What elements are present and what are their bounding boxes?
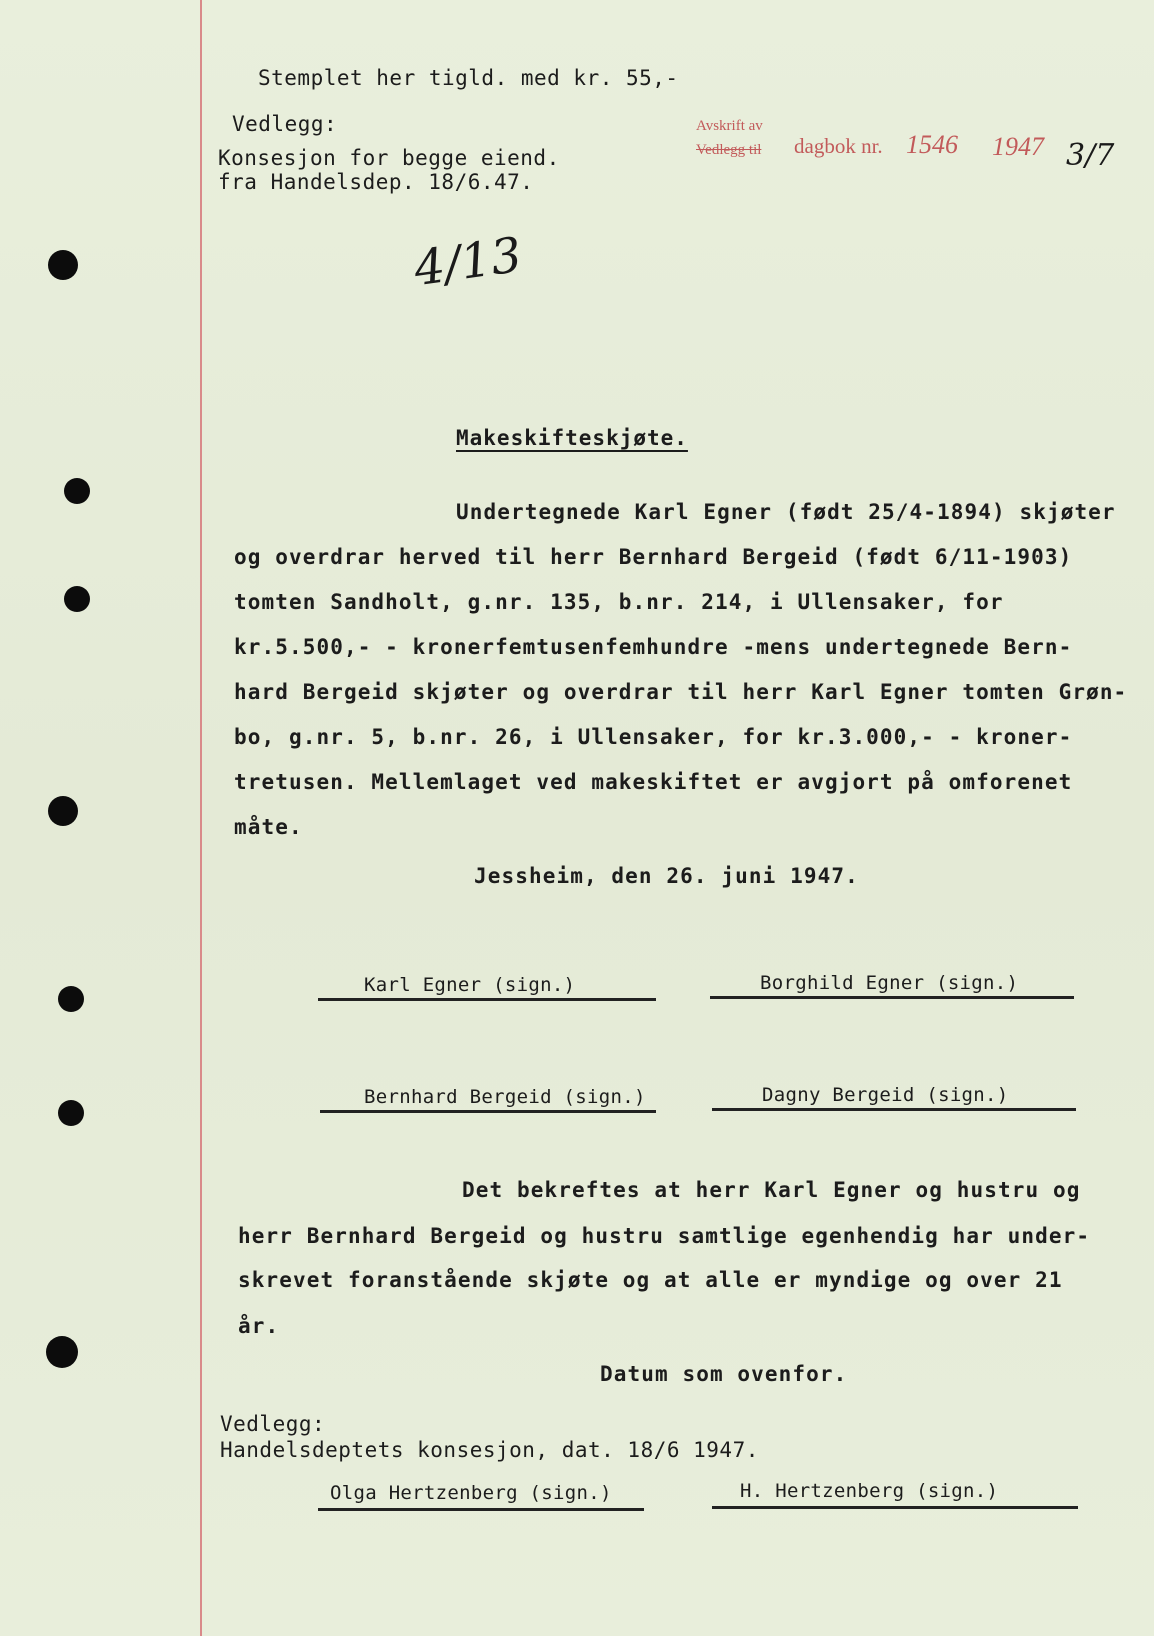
punch-hole [64,478,90,504]
stamp-year: 1947 [992,132,1044,161]
margin-rule [200,0,202,1636]
witness-line [712,1506,1078,1509]
body-line-2: og overdrar herved til herr Bernhard Bergeid (født 6/11-1903) [234,545,1073,569]
punch-hole [46,1336,78,1368]
punch-hole [48,250,78,280]
stamp-duty-line: Stemplet her tigld. med kr. 55,- [258,66,679,90]
body-line-3: tomten Sandholt, g.nr. 135, b.nr. 214, i Ullensaker, for [234,590,1004,614]
body-line-7: tretusen. Mellemlaget ved makeskiftet er avgjort på omforenet [234,770,1073,794]
punch-hole [48,796,78,826]
signature-karl-egner: Karl Egner (sign.) [364,974,576,996]
witness-olga-hertzenberg: Olga Hertzenberg (sign.) [330,1482,612,1504]
footer-attachment-text: Handelsdeptets konsesjon, dat. 18/6 1947. [220,1438,759,1462]
attachment-line-1: Konsesjon for begge eiend. [218,146,560,170]
body-line-1: Undertegnede Karl Egner (født 25/4-1894) skjøter [456,500,1116,524]
punch-hole [64,586,90,612]
witness-h-hertzenberg: H. Hertzenberg (sign.) [740,1480,999,1502]
place-date: Jessheim, den 26. juni 1947. [474,864,859,888]
confirmation-line-3: skrevet foranstående skjøte og at alle er myndige og over 21 [238,1268,1063,1292]
punch-hole [58,986,84,1012]
confirmation-line-2: herr Bernhard Bergeid og hustru samtlige egenhendig har under- [238,1224,1091,1248]
signature-line [712,1108,1076,1111]
handwritten-initials: 4/13 [410,226,526,298]
body-line-4: kr.5.500,- - kronerfemtusenfemhundre -mens undertegnede Bern- [234,635,1073,659]
signature-line [710,996,1074,999]
attachment-line-2: fra Handelsdep. 18/6.47. [218,170,534,194]
signature-line [320,1110,656,1113]
stamp-dagbok-label: dagbok nr. [794,134,883,158]
signature-dagny-bergeid: Dagny Bergeid (sign.) [762,1084,1009,1106]
punch-hole [58,1100,84,1126]
handwritten-date-note: 3/7 [1066,138,1115,173]
witness-line [318,1508,644,1511]
document-title: Makeskifteskjøte. [456,426,688,450]
footer-attachment-label: Vedlegg: [220,1412,326,1436]
stamp-dagbok-number: 1546 [906,130,958,159]
confirmation-line-1: Det bekreftes at herr Karl Egner og hustru og [462,1178,1081,1202]
stamp-prefix-top: Avskrift av [696,118,763,134]
body-line-8: måte. [234,815,303,839]
signature-bernhard-bergeid: Bernhard Bergeid (sign.) [364,1086,646,1108]
stamp-prefix-bottom: Vedlegg til [696,142,762,158]
datum-line: Datum som ovenfor. [600,1362,848,1386]
signature-line [318,998,656,1001]
signature-borghild-egner: Borghild Egner (sign.) [760,972,1019,994]
confirmation-line-4: år. [238,1314,280,1338]
attachment-label: Vedlegg: [232,112,338,136]
body-line-5: hard Bergeid skjøter og overdrar til herr Karl Egner tomten Grøn- [234,680,1128,704]
body-line-6: bo, g.nr. 5, b.nr. 26, i Ullensaker, for kr.3.000,- - kroner- [234,725,1073,749]
